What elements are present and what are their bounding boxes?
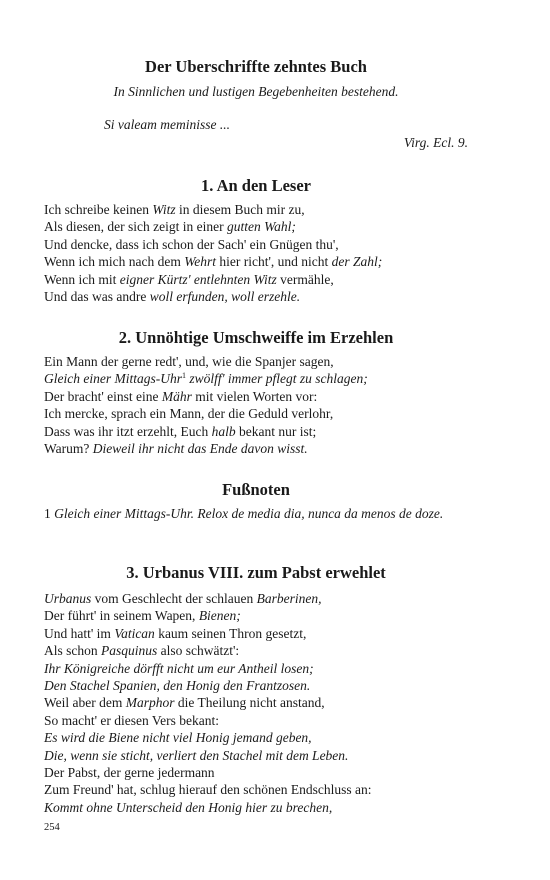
verse-segment: Dieweil ihr nicht das Ende davon wisst. [92,440,308,456]
verse-segment: Ich schreibe keinen [44,202,153,217]
verse-segment: Mähr [161,388,192,404]
verse-segment: Pasquinus [101,643,158,659]
verse-segment: Wenn ich mich nach dem [44,254,185,270]
book-subtitle: In Sinnlichen und lustigen Begebenheiten bestehend. [113,84,399,99]
verse-segment: Es wird die Biene nicht viel Honig jemand geben, [44,730,312,746]
verse-segment: mit vielen Worten vor: [191,388,318,404]
verse-segment: bekant nur ist; [235,423,317,439]
verse-segment: Dass was ihr itzt erzehlt, Euch [44,423,212,439]
verse-segment: Und dencke, dass ich schon der Sach' ein Gnügen thu', [44,236,339,252]
poem-verse [44,353,468,457]
footnote-number: 1 [44,506,51,521]
verse-segment: Gleich einer Mittags-Uhr [44,371,182,387]
verse-line [44,288,468,305]
verse-segment: vermähle, [276,271,334,287]
verse-line [44,799,468,816]
poem-heading: 3. Urbanus VIII. zum Pabst erwehlet [126,563,386,582]
verse-segment: Zum Freund' hat, schlug hierauf den schönen Endschluss an: [44,782,372,798]
verse-line [44,712,468,729]
verse-segment: Wenn ich mit [44,271,120,287]
verse-segment: woll erfunden, woll erzehle. [149,288,301,304]
verse-segment: Bienen; [198,608,241,624]
footnote-ref: 1 [181,371,186,381]
verse-segment: in diesem Buch mir zu, [175,202,305,217]
verse-segment: Barberinen, [256,591,322,606]
verse-segment: Ihr Königreiche dörfft nicht um eur Antheil losen; [44,660,314,676]
verse-segment: eigner Kürtz' entlehnten Witz [119,271,277,287]
verse-segment: Marphor [125,695,175,711]
verse-line [44,590,468,607]
verse-line [44,642,468,659]
verse-line [44,660,468,677]
verse-line [44,747,468,764]
verse-segment: Urbanus [44,591,92,606]
verse-segment: also schwätzt': [157,643,240,659]
verse-segment: Der Pabst, der gerne jedermann [44,764,215,780]
verse-line [44,423,468,440]
verse-segment: Witz [152,202,176,217]
verse-segment: die Theilung nicht anstand, [174,695,325,711]
verse-line [44,440,468,457]
verse-segment: zwölff' immer pflegt zu schlagen; [185,371,368,387]
verse-line [44,253,468,270]
motto-source: Virg. Ecl. 9. [403,135,468,150]
verse-segment: Wehrt [184,254,217,270]
verse-segment: Ich mercke, sprach ein Mann, der die Geduld verlohr, [44,406,334,422]
footnotes-heading: Fußnoten [222,480,290,499]
verse-line [44,388,468,405]
footnote-text: Gleich einer Mittags-Uhr. Relox de media dia, nunca da menos de doze. [54,506,444,521]
verse-segment: Der bracht' einst eine [44,388,162,404]
verse-segment: Kommt ohne Unterscheid den Honig hier zu brechen, [44,799,333,815]
verse-line [44,625,468,642]
verse-line [44,236,468,253]
verse-segment: kaum seinen Thron gesetzt, [154,625,307,641]
verse-segment: halb [211,423,236,439]
verse-segment: Ein Mann der gerne redt', und, wie die Spanjer sagen, [44,354,334,369]
motto-quote: Si valeam meminisse ... [104,117,230,132]
verse-segment: Als schon [44,643,101,659]
verse-segment: hier richt', und nicht [216,254,332,270]
poem-verse [44,201,468,305]
verse-segment: Der führt' in seinem Wapen, [44,608,199,624]
verse-line [44,353,468,370]
page-number: 254 [44,822,60,833]
poem-heading: 2. Unnöhtige Umschweiffe im Erzehlen [118,328,394,347]
verse-segment: Vatican [114,625,155,641]
book-page [44,0,468,880]
footnote [44,505,468,522]
verse-segment: Als diesen, der sich zeigt in einer [44,219,227,235]
verse-line [44,405,468,422]
book-title: Der Uberschriffte zehntes Buch [145,57,367,76]
poem-verse [44,590,468,816]
verse-segment: der Zahl; [331,254,383,270]
verse-line [44,694,468,711]
verse-segment: Die, wenn sie sticht, verliert den Stachel mit dem Leben. [44,747,349,763]
verse-line [44,729,468,746]
verse-line [44,201,468,218]
verse-segment: vom Geschlecht der schlauen [91,591,257,606]
verse-segment: Warum? [44,440,93,456]
verse-segment: Den Stachel Spanien, den Honig den Frantzosen. [44,677,311,693]
verse-line [44,370,468,387]
verse-segment: Und hatt' im [44,625,115,641]
poem-heading: 1. An den Leser [200,176,311,195]
verse-segment: gutten Wahl; [226,219,296,235]
verse-line [44,764,468,781]
verse-line [44,781,468,798]
verse-line [44,218,468,235]
verse-line [44,607,468,624]
verse-line [44,271,468,288]
verse-line [44,677,468,694]
verse-segment: Und das was andre [44,288,150,304]
verse-segment: Weil aber dem [44,695,126,711]
verse-segment: So macht' er diesen Vers bekant: [44,712,220,728]
